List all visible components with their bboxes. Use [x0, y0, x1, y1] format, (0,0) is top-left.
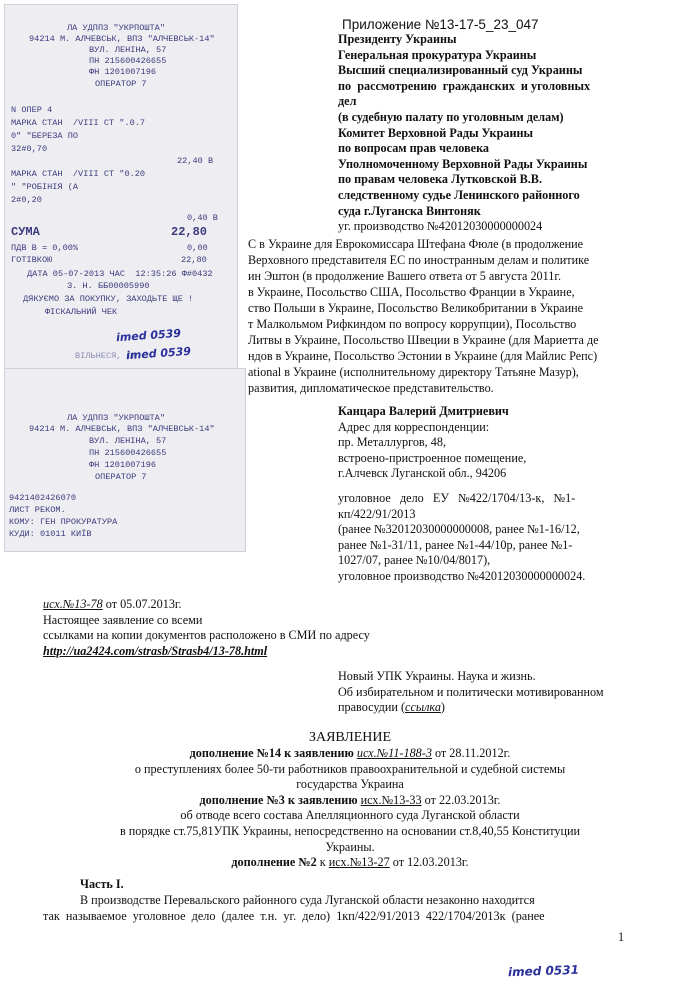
case-info-line: ранее №1-31/11, ранее №1-44/10р, ранее №1- [338, 537, 573, 552]
intro-line: Верховного представителя ЕС по иностранным делам и политике [248, 253, 590, 267]
receipt-cash-label: ГОТІВКОЮ [11, 255, 53, 265]
title-block [60, 746, 640, 871]
intro-line: Литвы в Украине, Посольство Швеции в Украине (для Мариетта де [248, 333, 599, 347]
addressee-line: Комитет Верховной Рады Украины [338, 125, 534, 140]
sender-address-line: пр. Металлургов, 48, [338, 435, 447, 450]
sender-name: Канцара Валерий Дмитриевич [338, 404, 509, 418]
case-info-line: уголовное производство №42012030000000024. [338, 568, 586, 583]
appendix-label: Приложение №13-17-5_23_047 [342, 17, 539, 32]
receipt-header-line: 94214 М. АЛЧЕВСЬК, ВПЗ "АЛЧЕВСЬК-14" [29, 34, 215, 44]
receipt-item-line: 32#0,70 [11, 144, 48, 154]
intro-line: развития, дипломатическое представительство. [248, 381, 494, 395]
addressee-line: (в судебную палату по уголовным делам) [338, 109, 564, 124]
receipt-header-line: ВУЛ. ЛЕНІНА, 57 [89, 45, 167, 55]
receipt-vat: ПДВ В = 0,00% [11, 243, 79, 253]
intro-line: ational в Украине (исполнительному директору Татьяне Мазур), [248, 365, 579, 379]
statement-ref-link[interactable]: исх.№13-33 [360, 792, 422, 807]
title-line: об отводе всего состава Апелляционного суда Луганской области [180, 808, 520, 823]
sender-block [338, 404, 628, 482]
receipt-item-line: МАРКА СТАН /VIII СТ ".0.7 [11, 118, 146, 128]
receipt-header-line: ПН 215600426655 [89, 448, 167, 458]
handwritten-stamp: imed 0531 [507, 962, 580, 980]
addressee-line: Генеральная прокуратура Украины [338, 47, 537, 62]
addressee-line: Высший специализированный суд Украины [338, 63, 583, 78]
sender-address-line: встроено-пристроенное помещение, [338, 450, 527, 465]
paragraph-line: В производстве Перевальского районного суда Луганской области незаконно находится [80, 893, 535, 907]
addressee-line: Уполномоченному Верховной Рады Украины [338, 156, 588, 171]
receipt-line: ЛИСТ РЕКОМ. [9, 505, 66, 515]
reference-block [43, 597, 370, 659]
side-note-line: Об избирательном и политически мотивированном [338, 684, 604, 699]
title-line: Украины. [325, 839, 375, 854]
receipt-date-line: ДАТА 05-07-2013 ЧАС 12:35:26 Ф#0432 [27, 269, 213, 279]
outgoing-number-link[interactable]: исх.№13-78 [43, 597, 103, 611]
addressee-line: Президенту Украины [338, 32, 457, 46]
outgoing-date: от 05.07.2013г. [102, 597, 182, 611]
receipt-header-line: ФН 1201007196 [89, 67, 157, 77]
page-number: 1 [618, 930, 625, 944]
receipt-header-line: 94214 М. АЛЧЕВСЬК, ВПЗ "АЛЧЕВСЬК-14" [29, 424, 215, 434]
reference-link[interactable]: ссылка [405, 700, 441, 715]
addendum-2-label: дополнение №2 [231, 855, 317, 870]
receipt-total-label: СУМА [11, 225, 40, 239]
receipt-thanks: ДЯКУЄМО ЗА ПОКУПКУ, ЗАХОДЬТЕ ЩЕ ! [23, 294, 194, 304]
reference-line: ссылками на копии документов расположено в СМИ по адресу [43, 628, 370, 643]
addressee-block [338, 32, 638, 235]
side-notes [338, 669, 638, 716]
addressee-line: по вопросам прав человека [338, 141, 490, 156]
statement-ref-link[interactable]: исх.№11-188-3 [356, 746, 432, 760]
receipt-header-line: ФН 1201007196 [89, 460, 157, 470]
side-note-line: Новый УПК Украины. Наука и жизнь. [338, 669, 536, 683]
receipt-footer: ВІЛЬНЕСЯ, ЄК [75, 351, 137, 361]
receipt-fiscal-check: ФІСКАЛЬНИЙ ЧЕК [45, 307, 118, 317]
receipt-line: КУДИ: 01011 КИЇВ [9, 529, 92, 539]
addressee-line: следственному судье Ленинского районного [338, 187, 580, 202]
handwritten-stamp: imed 0539 [115, 326, 182, 345]
addressee-line: дел [338, 94, 357, 109]
receipt-header-line: ВУЛ. ЛЕНІНА, 57 [89, 436, 167, 446]
handwritten-stamp: imed 0539 [125, 344, 192, 363]
title-line: о преступлениях более 50-ти работников правоохранительной и судебной системы [134, 761, 566, 776]
receipt-item-line: МАРКА СТАН /VIII СТ "0.20 [11, 169, 146, 179]
receipt-line: 9421402426070 [9, 493, 77, 503]
intro-line: С в Украине для Еврокомиссара Штефана Фюле (в продолжение [248, 237, 584, 251]
case-info-line: (ранее №32012030000000008, ранее №1-16/12, [338, 522, 580, 537]
intro-line: ство Польши в Украине, Посольство Великобритании в Украине [248, 301, 584, 315]
case-info-line: уголовное дело ЕУ №422/1704/13-к, №1- [338, 491, 576, 505]
receipt-item-amount: 0,40 В [187, 213, 218, 223]
receipt-item-line: N ОПЕР 4 [11, 105, 53, 115]
reference-line: Настоящее заявление со всеми [43, 612, 203, 627]
receipt-total-value: 22,80 [171, 225, 208, 239]
connector-text: к [316, 855, 329, 870]
case-info-line: кп/422/91/2013 [338, 506, 416, 521]
postal-receipt-registered-letter [4, 368, 246, 552]
addressee-line: по правам человека Лутковской В.В. [338, 172, 542, 187]
sender-address-line: г.Алчевск Луганской обл., 94206 [338, 466, 507, 481]
receipt-cash-value: 22,80 [181, 255, 207, 265]
receipt-item-line: 2#0,20 [11, 195, 42, 205]
receipt-header-line: ОПЕРАТОР 7 [95, 472, 147, 482]
receipt-header-line: ПН 215600426655 [89, 56, 167, 66]
addressee-case-number: уг. производство №42012030000000024 [338, 219, 543, 234]
addendum-3-label: дополнение №3 к заявлению [199, 792, 361, 807]
title-line: государства Украина [296, 777, 404, 792]
paragraph-line: так называемое уголовное дело (далее т.н. уг. дело) 1кп/422/91/2013 422/1704/2013к (ранее [43, 909, 545, 923]
receipt-item-line: 0" "БЕРЕЗА ПО [11, 131, 79, 141]
receipt-vat-value: 0,00 [187, 243, 208, 253]
receipt-line: КОМУ: ГЕН ПРОКУРАТУРА [9, 517, 118, 527]
title-line: в порядке ст.75,81УПК Украины, непосредственно на основании ст.8,40,55 Конституции [119, 823, 581, 838]
intro-line: ндов в Украине, Посольство Эстонии в Украине (для Майлис Репс) [248, 349, 598, 363]
side-note-suffix: ) [440, 700, 445, 715]
addressee-line: суда г.Луганска Винтоняк [338, 203, 481, 218]
media-url-link[interactable]: http://ua2424.com/strasb/Strasb4/13-78.html [43, 643, 268, 658]
receipt-header-line: ЛА УДППЗ "УКРПОШТА" [67, 413, 165, 423]
receipt-header-line: ОПЕРАТОР 7 [95, 79, 147, 89]
addressee-line: по рассмотрению гражданских и уголовных [338, 78, 591, 93]
case-info-line: 1027/07, ранее №10/04/8017), [338, 553, 491, 568]
postal-receipt-fiscal [4, 4, 238, 370]
receipt-header-line: ЛА УДППЗ "УКРПОШТА" [67, 23, 165, 33]
sender-address-label: Адрес для корреспонденции: [338, 419, 490, 434]
intro-line: ин Эштон (в продолжение Вашего ответа от 5 августа 2011г. [248, 269, 562, 283]
addendum-14-label: дополнение №14 к заявлению [189, 746, 357, 760]
receipt-item-amount: 22,40 В [177, 156, 214, 166]
document-title: ЗАЯВЛЕНИЕ [308, 730, 392, 745]
intro-line: т Малкольмом Рифкиндом по вопросу коррупции), Посольство [248, 317, 577, 331]
receipt-item-line: " "РОБІНІЯ (А [11, 182, 79, 192]
intro-line: в Украине, Посольство США, Посольство Франции в Украине, [248, 285, 575, 299]
case-info-block [338, 491, 628, 585]
part-label: Часть I. [80, 877, 124, 891]
side-note-prefix: правосудии ( [338, 700, 406, 715]
statement-date: от 28.11.2012г. [431, 746, 511, 760]
statement-date: от 12.03.2013г. [389, 855, 469, 870]
statement-ref-link[interactable]: исх.№13-27 [328, 855, 390, 870]
statement-date: от 22.03.2013г. [421, 792, 501, 807]
receipt-fiscal-number: З. Н. ББ00005990 [67, 281, 150, 291]
